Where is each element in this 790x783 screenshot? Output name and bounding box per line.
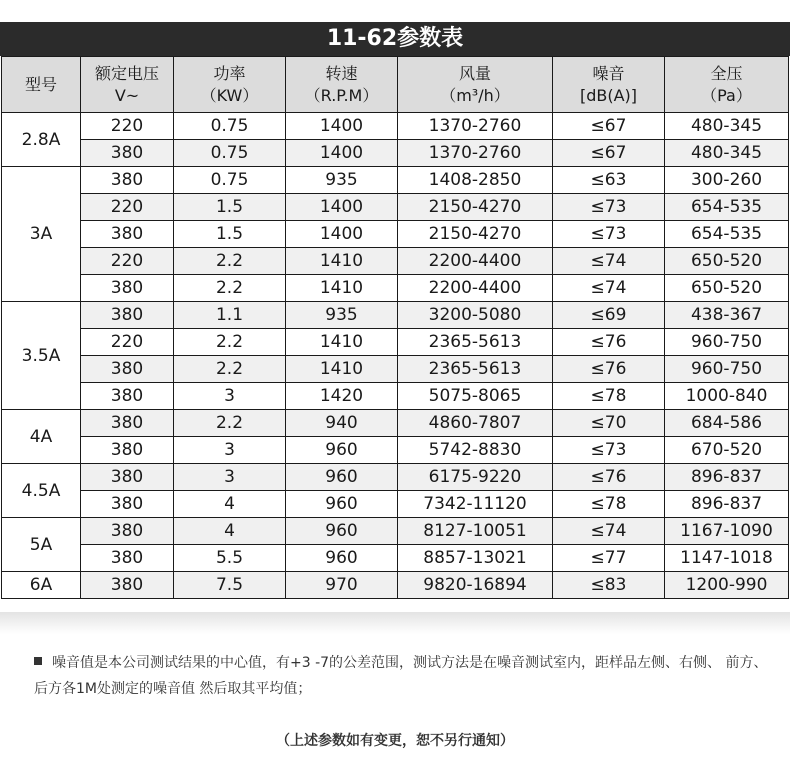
header-cell: [2, 57, 81, 113]
table-title: 11-62参数表: [0, 22, 790, 56]
model-cell: 4.5A: [2, 464, 81, 518]
table-header: [2, 57, 789, 113]
spec-table: [1, 56, 789, 599]
value-cell: 2.2: [174, 410, 286, 437]
value-cell: 220: [81, 194, 174, 221]
value-cell: 960: [286, 545, 398, 572]
value-cell: 480-345: [665, 140, 789, 167]
header-main-label: 额定电压: [94, 63, 159, 83]
header-unit-label: （R.P.M）: [304, 85, 379, 105]
value-cell: 2.2: [174, 356, 286, 383]
value-cell: 380: [81, 221, 174, 248]
value-cell: 0.75: [174, 167, 286, 194]
table-row: [2, 491, 789, 518]
value-cell: 1167-1090: [665, 518, 789, 545]
value-cell: 380: [81, 491, 174, 518]
value-cell: 7.5: [174, 572, 286, 599]
value-cell: 654-535: [665, 221, 789, 248]
value-cell: 220: [81, 113, 174, 140]
value-cell: 2200-4400: [398, 275, 553, 302]
value-cell: 438-367: [665, 302, 789, 329]
square-bullet-icon: [34, 657, 42, 665]
value-cell: 380: [81, 518, 174, 545]
table-row: [2, 464, 789, 491]
value-cell: 1410: [286, 275, 398, 302]
value-cell: 5075-8065: [398, 383, 553, 410]
value-cell: 2150-4270: [398, 194, 553, 221]
value-cell: 3: [174, 437, 286, 464]
table-row: [2, 113, 789, 140]
value-cell: 8857-13021: [398, 545, 553, 572]
value-cell: 1.5: [174, 221, 286, 248]
model-cell: 3.5A: [2, 302, 81, 410]
model-cell: 6A: [2, 572, 81, 599]
value-cell: ≤76: [553, 329, 665, 356]
value-cell: ≤73: [553, 194, 665, 221]
table-row: [2, 329, 789, 356]
value-cell: 380: [81, 545, 174, 572]
table-row: [2, 194, 789, 221]
value-cell: 480-345: [665, 113, 789, 140]
value-cell: 1370-2760: [398, 140, 553, 167]
header-main-label: 全压: [710, 63, 743, 83]
table-row: [2, 518, 789, 545]
header-main-label: 风量: [458, 63, 491, 83]
value-cell: ≤67: [553, 140, 665, 167]
value-cell: ≤74: [553, 248, 665, 275]
value-cell: 960-750: [665, 329, 789, 356]
table-row: [2, 410, 789, 437]
value-cell: ≤76: [553, 464, 665, 491]
value-cell: 1400: [286, 194, 398, 221]
value-cell: 960: [286, 464, 398, 491]
header-cell: [174, 57, 286, 113]
table-row: [2, 167, 789, 194]
value-cell: 1147-1018: [665, 545, 789, 572]
value-cell: 960: [286, 518, 398, 545]
table-row: [2, 383, 789, 410]
value-cell: 4: [174, 491, 286, 518]
model-cell: 3A: [2, 167, 81, 302]
value-cell: 0.75: [174, 113, 286, 140]
header-cell: [665, 57, 789, 113]
value-cell: 6175-9220: [398, 464, 553, 491]
value-cell: 380: [81, 572, 174, 599]
value-cell: 5.5: [174, 545, 286, 572]
value-cell: 380: [81, 383, 174, 410]
value-cell: 9820-16894: [398, 572, 553, 599]
table-row: [2, 275, 789, 302]
noise-note-text: 噪音值是本公司测试结果的中心值，有+3 -7的公差范围，测试方法是在噪音测试室内，距样品左侧、右侧、 前方、 后方各1M处测定的噪音值 然后取其平均值；: [34, 655, 768, 697]
table-row: [2, 221, 789, 248]
value-cell: ≤83: [553, 572, 665, 599]
value-cell: 970: [286, 572, 398, 599]
header-unit-label: （Pa）: [701, 85, 752, 105]
value-cell: 2.2: [174, 248, 286, 275]
table-row: [2, 437, 789, 464]
value-cell: 650-520: [665, 275, 789, 302]
header-main-label: 功率: [213, 63, 246, 83]
value-cell: ≤78: [553, 383, 665, 410]
value-cell: 960: [286, 491, 398, 518]
value-cell: 935: [286, 167, 398, 194]
value-cell: 1410: [286, 329, 398, 356]
value-cell: 4860-7807: [398, 410, 553, 437]
value-cell: 1408-2850: [398, 167, 553, 194]
value-cell: 1410: [286, 248, 398, 275]
value-cell: ≤77: [553, 545, 665, 572]
value-cell: 8127-10051: [398, 518, 553, 545]
value-cell: 220: [81, 329, 174, 356]
header-main-label: 型号: [24, 74, 57, 94]
value-cell: ≤74: [553, 275, 665, 302]
value-cell: ≤73: [553, 437, 665, 464]
value-cell: 1.1: [174, 302, 286, 329]
value-cell: ≤78: [553, 491, 665, 518]
value-cell: 380: [81, 167, 174, 194]
value-cell: 380: [81, 437, 174, 464]
value-cell: 3: [174, 383, 286, 410]
value-cell: 380: [81, 410, 174, 437]
value-cell: 380: [81, 275, 174, 302]
value-cell: 2.2: [174, 275, 286, 302]
value-cell: ≤63: [553, 167, 665, 194]
header-row: [2, 57, 789, 113]
value-cell: 2150-4270: [398, 221, 553, 248]
value-cell: ≤73: [553, 221, 665, 248]
value-cell: 300-260: [665, 167, 789, 194]
value-cell: 935: [286, 302, 398, 329]
footer-notice: （上述参数如有变更，恕不另行通知）: [276, 733, 514, 749]
header-main-label: 噪音: [592, 63, 625, 83]
value-cell: 220: [81, 248, 174, 275]
header-main-label: 转速: [325, 63, 358, 83]
value-cell: 1420: [286, 383, 398, 410]
value-cell: 2365-5613: [398, 356, 553, 383]
table-row: [2, 248, 789, 275]
value-cell: 650-520: [665, 248, 789, 275]
value-cell: 1370-2760: [398, 113, 553, 140]
value-cell: 1200-990: [665, 572, 789, 599]
value-cell: 940: [286, 410, 398, 437]
value-cell: 896-837: [665, 464, 789, 491]
value-cell: 1400: [286, 140, 398, 167]
header-cell: [398, 57, 553, 113]
table-row: [2, 356, 789, 383]
noise-note: [34, 650, 774, 702]
value-cell: ≤69: [553, 302, 665, 329]
header-unit-label: V~: [114, 85, 140, 105]
value-cell: 380: [81, 140, 174, 167]
value-cell: 960-750: [665, 356, 789, 383]
value-cell: 1410: [286, 356, 398, 383]
value-cell: ≤74: [553, 518, 665, 545]
value-cell: 670-520: [665, 437, 789, 464]
value-cell: 2.2: [174, 329, 286, 356]
value-cell: 5742-8830: [398, 437, 553, 464]
value-cell: 684-586: [665, 410, 789, 437]
header-unit-label: （m³/h）: [440, 85, 510, 105]
value-cell: 3: [174, 464, 286, 491]
value-cell: 2365-5613: [398, 329, 553, 356]
value-cell: 896-837: [665, 491, 789, 518]
table-body: [2, 113, 789, 599]
table-row: [2, 545, 789, 572]
header-cell: [553, 57, 665, 113]
value-cell: 960: [286, 437, 398, 464]
value-cell: 380: [81, 302, 174, 329]
value-cell: 1400: [286, 221, 398, 248]
model-cell: 2.8A: [2, 113, 81, 167]
value-cell: 0.75: [174, 140, 286, 167]
value-cell: ≤76: [553, 356, 665, 383]
value-cell: 4: [174, 518, 286, 545]
value-cell: 1000-840: [665, 383, 789, 410]
value-cell: 7342-11120: [398, 491, 553, 518]
table-row: [2, 140, 789, 167]
value-cell: 654-535: [665, 194, 789, 221]
value-cell: 3200-5080: [398, 302, 553, 329]
value-cell: 2200-4400: [398, 248, 553, 275]
model-cell: 4A: [2, 410, 81, 464]
value-cell: 1.5: [174, 194, 286, 221]
value-cell: ≤70: [553, 410, 665, 437]
value-cell: 1400: [286, 113, 398, 140]
header-cell: [286, 57, 398, 113]
table-row: [2, 572, 789, 599]
value-cell: ≤67: [553, 113, 665, 140]
header-unit-label: （KW）: [200, 85, 259, 105]
value-cell: 380: [81, 356, 174, 383]
value-cell: 380: [81, 464, 174, 491]
table-shadow: [0, 612, 790, 634]
header-cell: [81, 57, 174, 113]
header-unit-label: [dB(A)]: [579, 85, 638, 105]
table-row: [2, 302, 789, 329]
model-cell: 5A: [2, 518, 81, 572]
